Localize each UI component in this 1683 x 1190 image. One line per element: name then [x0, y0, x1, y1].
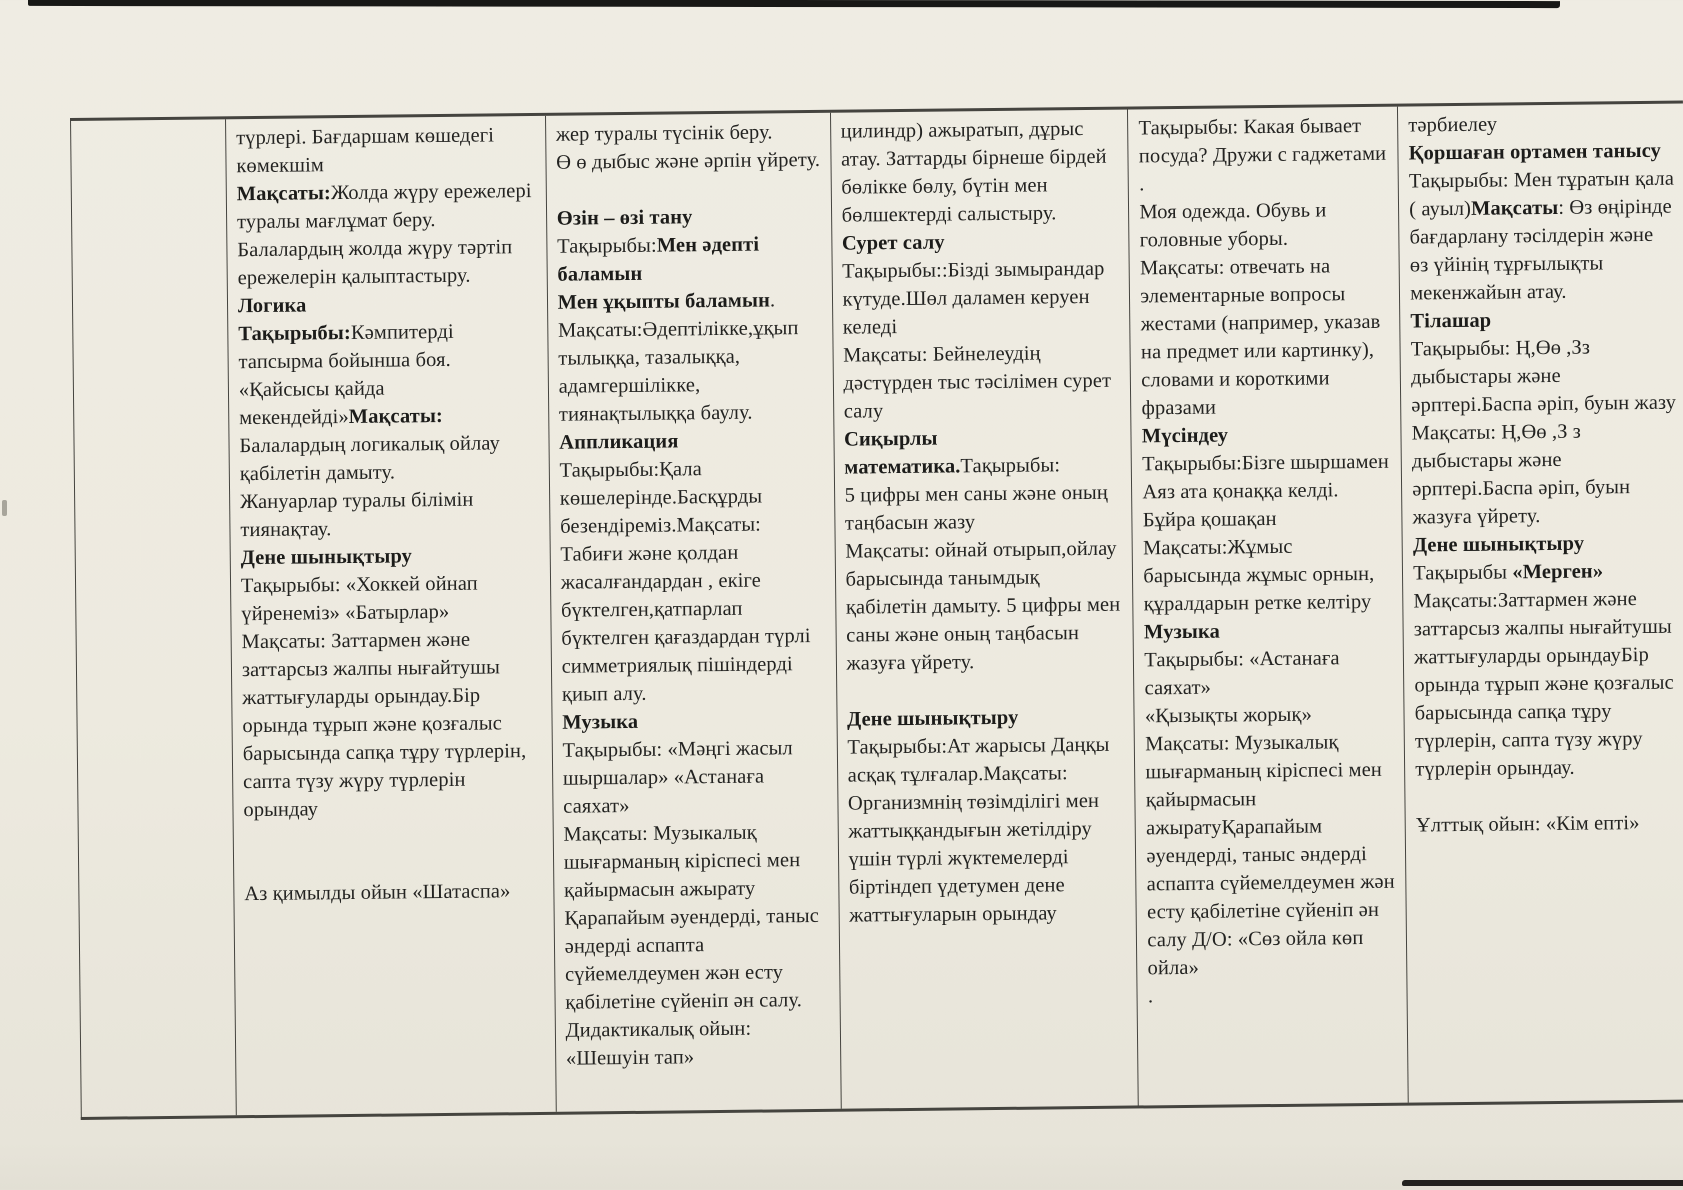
text-segment: Мақсаты: Музыкалық шығарманың кіріспесі мен қайырмасын ажырату Қарапайым әуендерді, таныс әндерді аспапта сүйемелдеумен жән есту қабілетіне сүйеніп ән салу.: [563, 821, 820, 1014]
text-segment: Дене шынықтыру: [1412, 532, 1585, 557]
text-segment: Мақсаты:: [236, 182, 332, 206]
text-block: [1413, 557, 1679, 588]
text-segment: Тақырыбы: «Мәңгі жасыл шыршалар» «Астанаға саяхат»: [562, 737, 793, 818]
text-segment: Мақсаты: [1470, 196, 1559, 220]
text-segment: Тақырыбы: Мен тұратын қала ( ауыл): [1408, 167, 1675, 221]
text-segment: Тілашар: [1410, 309, 1492, 333]
table-cell-col-4: [1128, 107, 1409, 1106]
table-cell-col-1: [226, 116, 557, 1115]
text-segment: Сиқырлы математика.: [843, 427, 961, 479]
text-block: [1145, 700, 1395, 731]
text-block: [847, 703, 1125, 734]
text-segment: Тақырыбы: «Хоккей ойнап үйренеміз» «Батырлар»: [240, 572, 478, 626]
text-segment: : Өз өңірінде бағдарлану тәсілдерін және өз үйінің тұрғылықты мекенжайын атау.: [1409, 195, 1672, 305]
text-segment: Аппликация: [559, 430, 679, 454]
text-block: [1144, 616, 1394, 647]
document-sheet: [70, 101, 1683, 1120]
text-segment: Ұлттық ойын: «Кім епті»: [1415, 812, 1640, 837]
text-segment: Жануарлар туралы білімін тиянақтау.: [239, 488, 474, 542]
text-segment: Дидактикалық ойын: «Шешуін тап»: [565, 1017, 752, 1070]
text-block: [557, 202, 822, 233]
text-segment: Мақсаты:: [348, 404, 444, 429]
text-segment: түрлері. Бағдаршам көшедегі көмекшім: [236, 124, 495, 178]
text-segment: Тақырыбы:Ат жарысы Даңқы асқақ тұлғалар.Мақсаты: Организмнің төзімділігі мен жаттыққандығын жетілдіру үшін түрлі жүктемелерді біртіндеп үдетумен дене жаттығуларын орындау: [847, 733, 1110, 927]
text-block: [559, 454, 827, 709]
text-segment: Өзін – өзі тану: [556, 206, 693, 230]
text-segment: Мақсаты: отвечать на элементарные вопросы жестами (например, указав на предмет или картинку), словами и короткими фразами: [1139, 255, 1381, 420]
table-cell-col-5: [1398, 104, 1683, 1103]
text-block: [1411, 333, 1678, 420]
text-block: [847, 731, 1127, 930]
text-segment: Тақырыбы: «Астанаға саяхат»: [1144, 647, 1340, 700]
text-segment: Музыка: [1143, 620, 1221, 644]
lesson-plan-table: [70, 101, 1683, 1120]
text-block: [236, 121, 536, 180]
text-block: [1410, 305, 1676, 336]
text-segment: Сурет салу: [841, 231, 945, 255]
text-segment: Ө ө дыбыс және әрпін үйрету.: [556, 148, 821, 174]
text-block: [241, 541, 541, 572]
text-segment: Тақырыбы:: [960, 454, 1061, 478]
text-block: [1413, 585, 1681, 784]
text-block: [241, 569, 541, 628]
text-segment: Мақсаты:Жұмыс барысында жұмыс орнын, құралдарын ретке келтіру: [1142, 535, 1375, 616]
text-block: [562, 734, 828, 821]
text-segment: Мен ұқыпты баламын: [557, 289, 771, 314]
text-block: [1140, 252, 1392, 423]
text-segment: Тақырыбы:: [238, 321, 351, 346]
table-cell-empty-left: [71, 119, 237, 1117]
scanner-edge-artifact-bottom: [1402, 1180, 1683, 1186]
text-segment: Тақырыбы:Бізге шыршамен Аяз ата қонаққа келді. Бұйра қошақан: [1142, 450, 1389, 532]
text-block: [1145, 728, 1398, 983]
text-segment: Мақсаты: Заттармен және заттарсыз жалпы нығайтушы жаттығуларды орындау.Бір орында тұрып және қозғалыс барысында сапқа тұру түрлерін, сапта түзу жүру түрлерін орындау: [241, 628, 527, 822]
text-block: [565, 1014, 830, 1073]
text-segment: жер туралы түсінік беру.: [555, 121, 773, 146]
text-segment: Тақырыбы: Какая бывает посуда? Дружи с гаджетами .: [1138, 115, 1387, 196]
text-block: [845, 479, 1123, 538]
text-segment: Балалардың логикалық ойлау қабілетін дамыту.: [239, 432, 500, 486]
text-block: [1416, 809, 1682, 840]
text-segment: Жолда жүру ережелері туралы мағлұмат беру. Балалардың жолда жүру тәртіп ережелерін қалыптастыру.: [236, 180, 532, 290]
text-segment: «Қызықты жорық»: [1144, 703, 1313, 728]
text-segment: Моя одежда. Обувь и головные уборы.: [1139, 199, 1327, 252]
text-block: [563, 818, 830, 1017]
text-block: [238, 317, 540, 488]
text-segment: тәрбиелеу: [1408, 113, 1498, 137]
text-block: [1408, 109, 1674, 140]
text-block: [1138, 112, 1389, 199]
text-block: [562, 706, 827, 737]
text-block: [244, 877, 544, 908]
text-segment: Мен әдепті баламын: [557, 233, 760, 286]
text-segment: Дене шынықтыру: [846, 706, 1019, 731]
text-segment: Тақырыбы:Қала көшелерінде.Басқұрды безендіреміз.Мақсаты: Табиғи және қолдан жасалғандардан , екіге бүктелген,қатпарлап бүктелген қағаздардан түрлі симметриялық пішіндерді қиып алу.: [559, 458, 811, 706]
table-cell-col-3: [831, 110, 1140, 1109]
text-block: [559, 426, 824, 457]
text-segment: Дене шынықтыру: [240, 545, 413, 570]
text-segment: Логика: [237, 294, 307, 318]
text-block: [1143, 532, 1394, 619]
text-segment: Тақырыбы: Ң,Өө ,Зз дыбыстары және әрптері.Баспа әріп, буын жазу: [1410, 336, 1677, 417]
text-segment: Тақырыбы:: [557, 234, 657, 258]
text-block: [842, 255, 1121, 342]
text-block: [240, 485, 540, 544]
text-block: [841, 115, 1120, 230]
text-block: [1148, 980, 1398, 1011]
text-block: [238, 289, 538, 320]
text-block: [558, 286, 823, 317]
text-segment: Мақсаты:Заттармен және заттарсыз жалпы нығайтушы жаттығуларды орындауБір орында тұрып және қозғалыс барысында сапқа тұру түрлерін, сапта түзу жүру түрлерін орындау.: [1413, 588, 1674, 781]
text-segment: цилиндр) ажыратып, дұрыс атау. Заттарды бірнеше бірдей бөлікке бөлу, бүтін мен бөлшектерді салыстыру.: [840, 118, 1107, 227]
text-block: [558, 314, 824, 429]
text-block: [1412, 417, 1679, 532]
text-block: [237, 177, 538, 292]
text-segment: Мақсаты: Ң,Өө ,З з дыбыстары және әрптері.Баспа әріп, буын жазуға үйрету.: [1411, 420, 1631, 529]
text-segment: .: [1147, 985, 1154, 1008]
text-block: [1139, 196, 1389, 255]
text-block: [1413, 529, 1679, 560]
text-segment: 5 цифры мен саны және оның таңбасын жазу: [844, 481, 1109, 535]
text-segment: Аз қимылды ойын «Шатаспа»: [244, 880, 511, 906]
text-segment: .: [769, 289, 776, 312]
text-block: [556, 146, 821, 177]
text-block: [844, 423, 1122, 482]
text-segment: Қоршаған ортамен танысу: [1408, 139, 1662, 165]
text-segment: Кәмпитерді тапсырма бойынша боя. «Қайсысы қайда мекендейді»: [238, 320, 454, 430]
text-block: [556, 118, 821, 149]
text-segment: Мақсаты:Әдептілікке,ұқып тылыққа, тазалыққа, адамгершілікке, тиянақтылыққа баулу.: [557, 317, 799, 426]
text-segment: Мүсіндеу: [1141, 424, 1229, 448]
text-block: [1409, 165, 1676, 308]
text-block: [1144, 644, 1394, 703]
text-segment: Тақырыбы: [1413, 561, 1513, 585]
text-block: [842, 227, 1120, 258]
text-segment: Музыка: [562, 710, 639, 734]
scanner-speck-artifact: [2, 500, 7, 516]
text-block: [241, 625, 543, 824]
text-segment: Мақсаты: Бейнелеудің дәстүрден тыс тәсілімен сурет салу: [843, 342, 1112, 423]
text-segment: «Мерген»: [1512, 560, 1604, 584]
text-segment: Мақсаты: Музыкалық шығарманың кіріспесі мен қайырмасын ажыратуҚарапайым әуендерді, таныс әндерді аспапта сүйемелдеумен жән есту қабілетіне сүйеніп ән салу Д/О: «Сөз ойла көп ойла»: [1145, 731, 1395, 980]
scanner-edge-artifact-top: [28, 0, 1560, 8]
text-block: [1408, 137, 1674, 168]
text-block: [557, 230, 822, 289]
text-block: [845, 535, 1124, 678]
table-cell-col-2: [546, 113, 842, 1112]
text-block: [1142, 448, 1393, 535]
text-block: [1142, 420, 1392, 451]
text-block: [843, 339, 1122, 426]
text-segment: Тақырыбы::Бізді зымырандар күтуде.Шөл даламен керуен келеді: [842, 257, 1105, 339]
text-segment: Мақсаты: ойнай отырып,ойлау барысында танымдық қабілетін дамыту. 5 цифры мен саны және оның таңбасын жазуға үйрету.: [845, 537, 1121, 675]
